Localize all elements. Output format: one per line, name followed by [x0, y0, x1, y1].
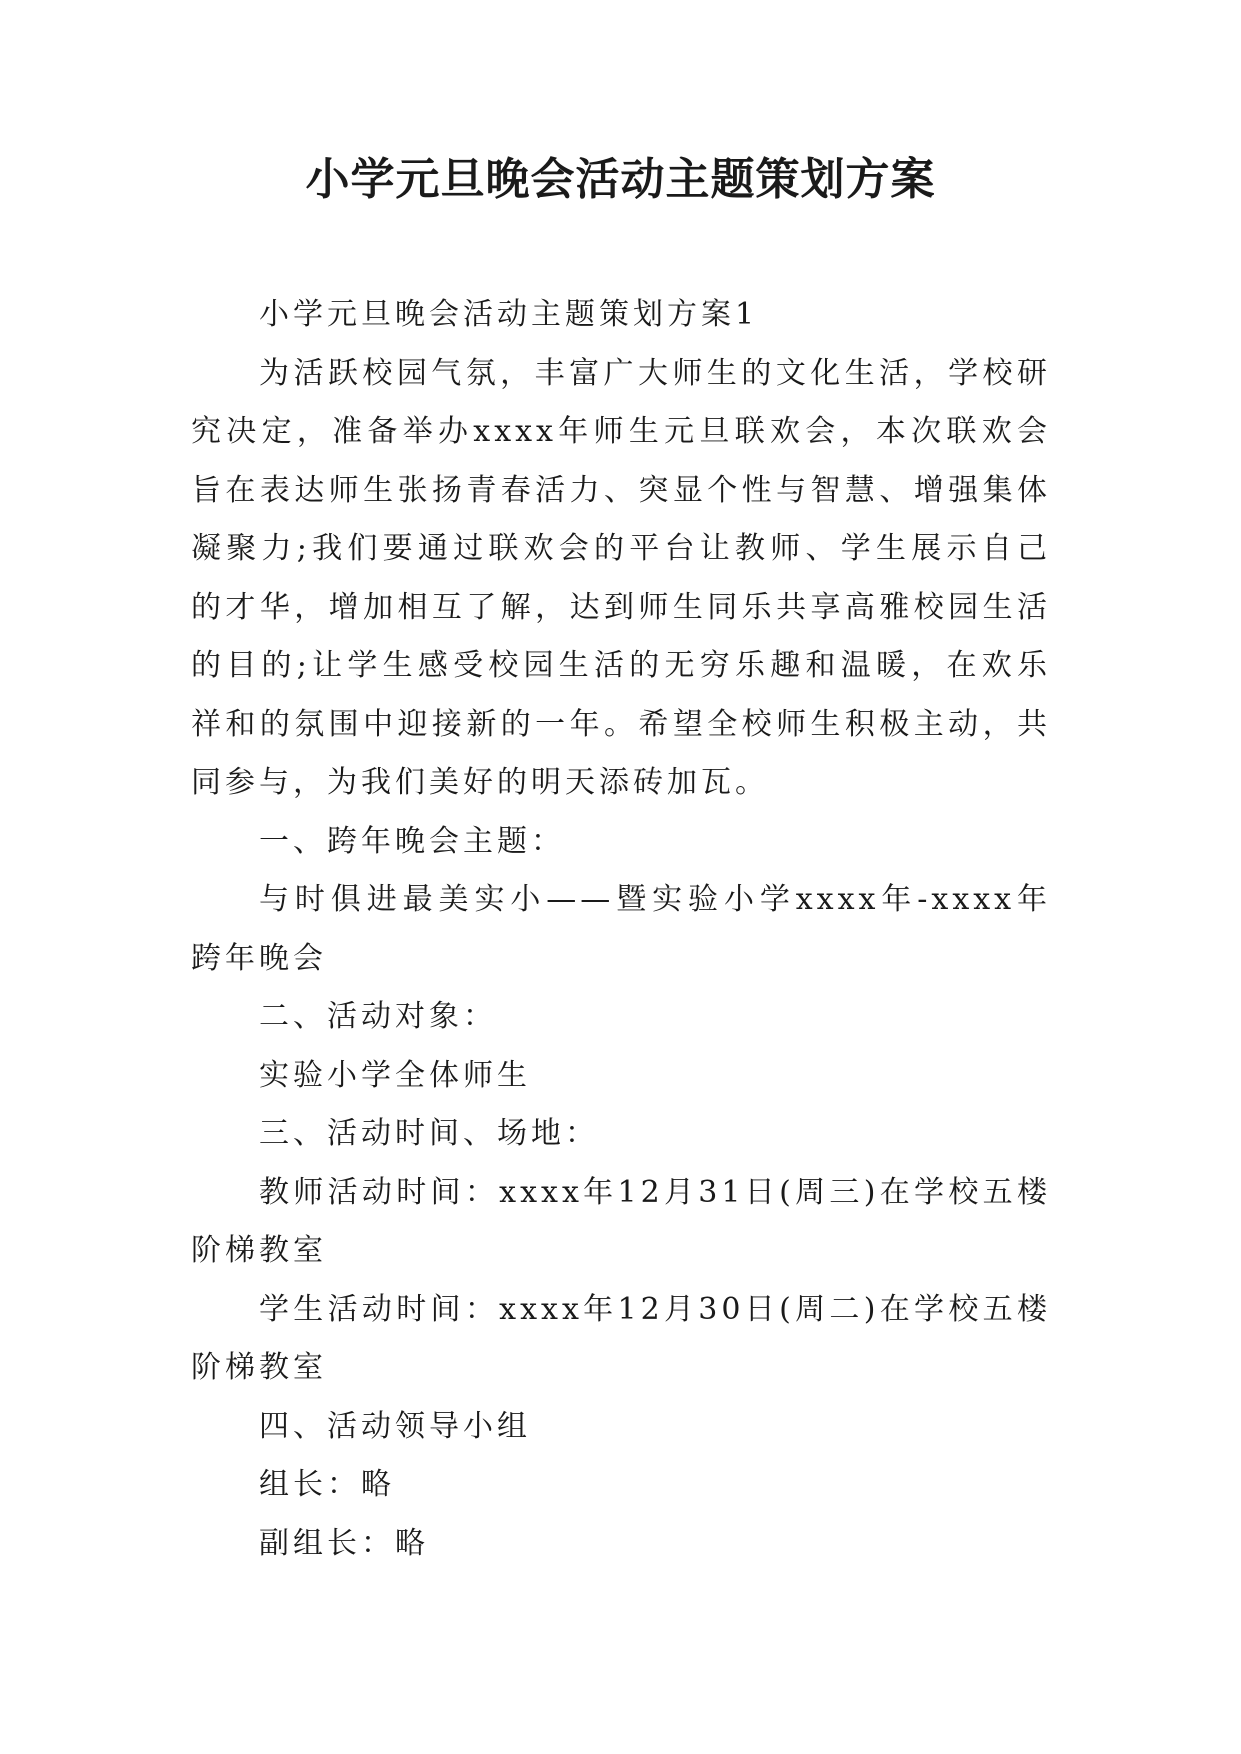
document-body [191, 286, 1051, 1573]
section-heading-theme: 一、跨年晚会主题： [259, 823, 565, 859]
deputy-leader-text: 副组长：略 [259, 1525, 429, 1561]
intro-paragraph: 为活跃校园气氛，丰富广大师生的文化生活，学校研究决定，准备举办xxxx年师生元旦联欢会，本次联欢会旨在表达师生张扬青春活力、突显个性与智慧、增强集体凝聚力;我们要通过联欢会的平台让教师、学生展示自己的才华，增加相互了解，达到师生同乐共享高雅校园生活的目的;让学生感受校园生活的无穷乐趣和温暖，在欢乐祥和的氛围中迎接新的一年。希望全校师生积极主动，共同参与，为我们美好的明天添砖加瓦。 [191, 355, 1051, 800]
teacher-time-text: 教师活动时间：xxxx年12月31日(周三)在学校五楼阶梯教室 [191, 1174, 1051, 1268]
student-time-text: 学生活动时间：xxxx年12月30日(周二)在学校五楼阶梯教室 [191, 1291, 1051, 1385]
section-heading-plan-1: 小学元旦晚会活动主题策划方案1 [259, 297, 759, 332]
section-heading-time-venue: 三、活动时间、场地： [259, 1116, 599, 1151]
leader-text: 组长：略 [259, 1467, 395, 1502]
theme-text: 与时俱进最美实小——暨实验小学xxxx年-xxxx年跨年晚会 [191, 882, 1051, 976]
section-heading-leadership: 四、活动领导小组 [259, 1408, 531, 1444]
document-title: 小学元旦晚会活动主题策划方案 [305, 154, 936, 205]
section-heading-audience: 二、活动对象： [259, 999, 497, 1034]
audience-text: 实验小学全体师生 [259, 1057, 531, 1093]
